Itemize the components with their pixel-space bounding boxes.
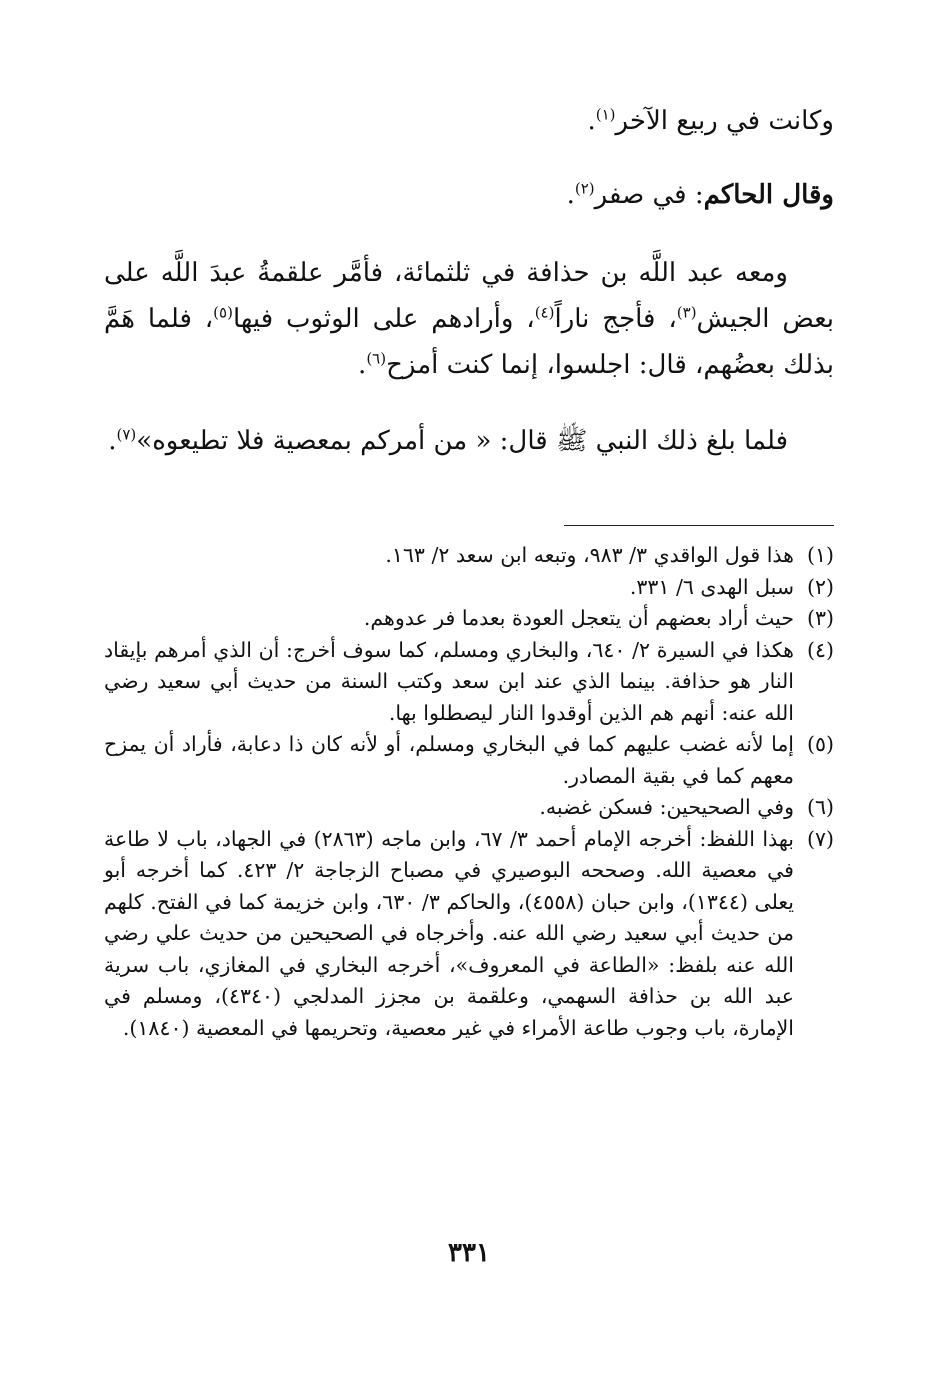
footnote-number: (٤) — [806, 637, 834, 662]
footnote-text: وفي الصحيحين: فسكن غضبه. — [539, 795, 794, 819]
paragraph-prophet-saying: فلما بلغ ذلك النبي ﷺ قال: « من أمركم بمعصية فلا تطيعوه»$^{(٧)}$. — [108, 425, 788, 456]
footnote-text: بهذا اللفظ: أخرجه الإمام أحمد ٣/ ٦٧، وابن ماجه (٢٨٦٣) في الجهاد، باب لا طاعة في معصية الله. وصححه البوصيري في مصباح الزجاجة ٢/ ٤٢٣. كما أخرجه أبو يعلى (١٣٤٤)، وابن حبان (٤٥٥٨)، والحاكم ٣/ ٦٣٠، وابن خزيمة كما في الفتح. كلهم من حديث أبي سعيد رضي الله عنه. وأخرجاه في الصحيحين من حديث علي رضي الله عنه بلفظ: «الطاعة في المعروف»، أخرجه البخاري في المغازي، باب سرية عبد الله بن حذافة السهمي، وعلقمة بن مجزز المدلجي (٤٣٤٠)، ومسلم في الإمارة، باب وجوب طاعة الأمراء في غير معصية، وتحريمها في المعصية (١٨٤٠). — [104, 826, 794, 1040]
footnote-ref-2[interactable]: (٢) — [574, 179, 595, 198]
footnote-number: (٢) — [806, 574, 834, 599]
paragraph-expedition: ومعه عبد اللَّه بن حذافة في ثلثمائة، فأمَّر علقمةُ عبدَ اللَّه على بعض الجيش$^{(٣)}$، فأجج ناراً$^{(٤)}$، وأرادهم على الوثوب فيها$^{(٥)}$، فلما هَمَّ بذلك بعضُهم، قال: اجلسوا، إنما كنت أمزح$^{(٦)}$. — [104, 258, 834, 380]
footnote-number: (١) — [806, 543, 834, 567]
footnote-ref-4[interactable]: (٤) — [534, 303, 555, 322]
footnote-3 — [104, 603, 834, 635]
footnote-ref-5[interactable]: (٥) — [213, 303, 233, 322]
footnote-ref-7[interactable]: (٧) — [116, 425, 137, 444]
footnote-6 — [104, 792, 834, 824]
footnote-number: (٥) — [806, 732, 834, 756]
footnote-ref-3[interactable]: (٣) — [676, 303, 697, 322]
line-text: وكانت في ربيع الآخر — [615, 106, 834, 136]
body-line-rabi: وكانت في ربيع الآخر$^{(١)}$. — [587, 105, 834, 136]
footnote-ref-1[interactable]: (١) — [595, 105, 616, 124]
footnote-number: (٦) — [806, 795, 834, 819]
speaker-label: وقال الحاكم — [703, 180, 834, 210]
footnote-text: هكذا في السيرة ٢/ ٦٤٠، والبخاري ومسلم، كما سوف أخرج: أن الذي أمرهم بإيقاد النار هو حذافة. بينما الذي عند ابن سعد وكتب السنة من حديث أبي سعيد رضي الله عنه: أنهم هم الذين أوقدوا النار ليصطلوا بها. — [104, 637, 794, 725]
page-number: ٣٣١ — [448, 1238, 490, 1268]
footnote-text: إما لأنه غضب عليهم كما في البخاري ومسلم، أو لأنه كان ذا دعابة، فأراد أن يمزح معهم كما في بقية المصادر. — [104, 732, 794, 788]
footnotes-section — [104, 540, 834, 1044]
footnote-2 — [104, 572, 834, 604]
footnote-text: سبل الهدى ٦/ ٣٣١. — [629, 574, 794, 599]
footnote-number: (٣) — [806, 606, 834, 630]
footnote-number: (٧) — [806, 826, 834, 851]
footnote-separator — [564, 525, 834, 526]
footnote-text: هذا قول الواقدي ٣/ ٩٨٣، وتبعه ابن سعد ٢/ ١٦٣. — [385, 543, 794, 567]
footnote-text: حيث أراد بعضهم أن يتعجل العودة بعدما فر عدوهم. — [363, 606, 794, 630]
footnote-7 — [104, 824, 834, 1045]
body-line-hakim: وقال الحاكم: في صفر$^{(٢)}$. — [566, 179, 834, 210]
footnote-5 — [104, 729, 834, 792]
footnote-4 — [104, 635, 834, 730]
footnote-ref-6[interactable]: (٦) — [366, 349, 387, 368]
footnote-1 — [104, 540, 834, 572]
